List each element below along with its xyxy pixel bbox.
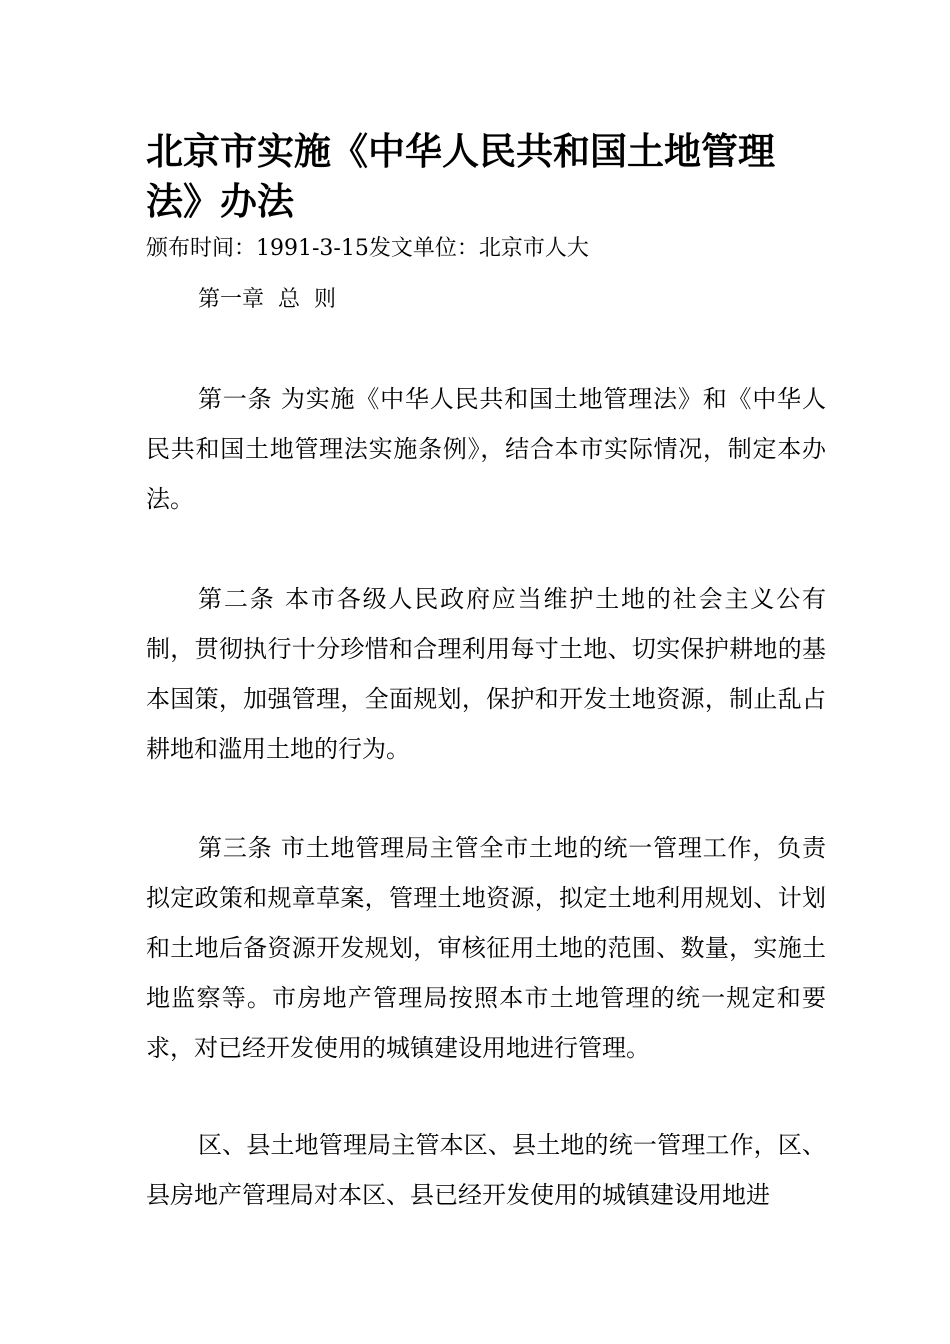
- document-title: 北京市实施《中华人民共和国土地管理法》办法: [146, 129, 775, 223]
- publication-info: 颁布时间：1991-3-15发文单位：北京市人大: [146, 236, 589, 261]
- article-3-paragraph: 第三条 市土地管理局主管全市土地的统一管理工作，负责拟定政策和规章草案，管理土地资源，拟定土地利用规划、计划和土地后备资源开发规划，审核征用土地的范围、数量，实施土地监察等。市房地产管理局按照本市土地管理的统一规定和要求，对已经开发使用的城镇建设用地进行管理。: [146, 834, 826, 1062]
- article-2-paragraph: 第二条 本市各级人民政府应当维护土地的社会主义公有制，贯彻执行十分珍惜和合理利用每寸土地、切实保护耕地的基本国策，加强管理，全面规划，保护和开发土地资源，制止乱占耕地和滥用土地的行为。: [146, 585, 826, 763]
- article-1-paragraph: 第一条 为实施《中华人民共和国土地管理法》和《中华人民共和国土地管理法实施条例》，结合本市实际情况，制定本办法。: [146, 385, 826, 513]
- district-county-paragraph: 区、县土地管理局主管本区、县土地的统一管理工作，区、县房地产管理局对本区、县已经开发使用的城镇建设用地进: [146, 1131, 826, 1209]
- chapter-heading: 第一章 总 则: [198, 287, 336, 312]
